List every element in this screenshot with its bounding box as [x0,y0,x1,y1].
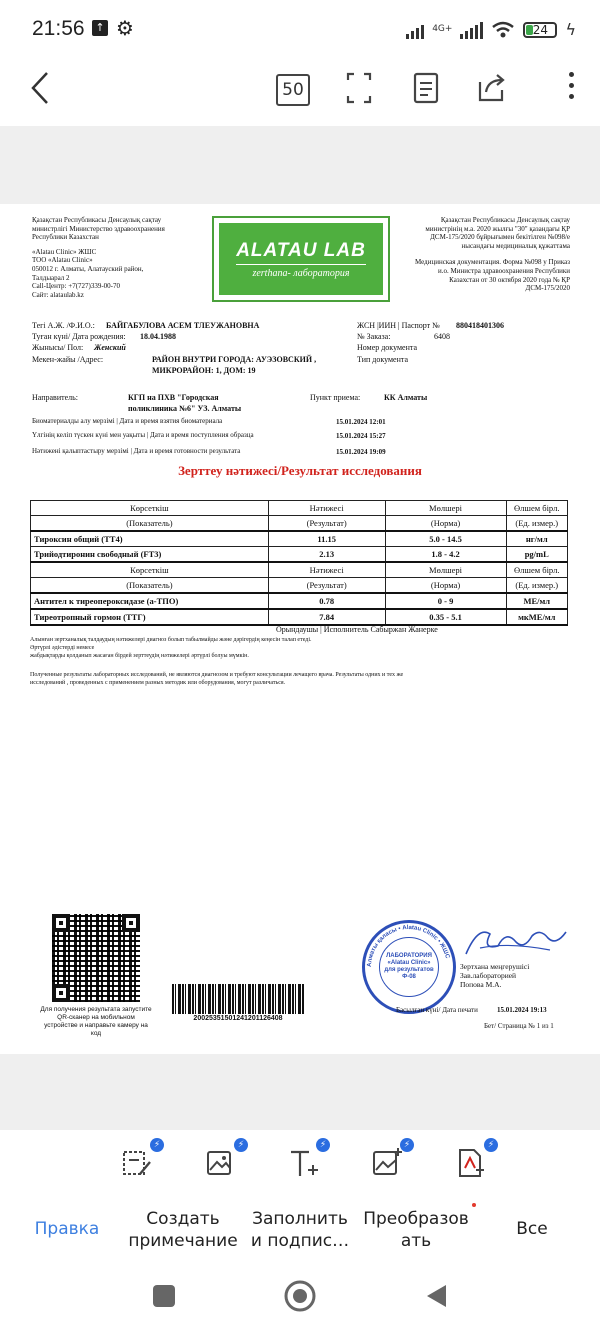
col-header-norm: Мөлшері [385,562,506,578]
received-time-value: 15.01.2024 15:27 [336,432,386,440]
header-line: Талдыарал 2 [32,273,70,282]
premium-badge-icon: ⚡ [316,1138,330,1152]
pdf-convert-icon [456,1148,486,1178]
order-value: 6408 [434,332,450,341]
home-icon [283,1279,317,1313]
table-subheader-row [31,578,568,594]
header-line: нысандағы медициналық құжаттама [461,241,570,250]
header-line: ТОО «Alatau Clinic» [32,256,93,265]
sex-label: Жынысы/ Пол: [32,343,84,352]
tab-fill-sign[interactable] [248,1208,352,1252]
form-info [392,216,570,293]
col-subheader: (Показатель) [31,578,269,594]
more-options-button[interactable] [569,72,574,99]
disclaimer-line: Алынған зертханалық талдаудың нәтижелері диагноз болып табылмайды және дәрігердің кеңесін талап етеді. [30,637,312,643]
add-note-tool[interactable] [122,1140,161,1178]
add-text-tool[interactable] [288,1140,327,1178]
chevron-left-icon [30,71,50,105]
col-subheader: (Норма) [385,578,506,594]
lab-report-page[interactable] [0,204,600,1054]
disclaimer-line: исследований , проведенных с применением разных методик или оборудования, могут различаться. [30,680,286,686]
disclaimer-line: Әртүрлі әдістерді немесе [30,645,95,651]
tab-label: Заполнить [252,1209,348,1229]
header-line: Call-Центр: +7(727)339-00-70 [32,282,121,291]
charging-icon: ϟ [565,20,576,39]
indicator-name: Тиреотропный гормон (ТТГ) [31,609,269,625]
col-subheader: (Ед. измер.) [506,578,568,594]
indicator-unit: pg/mL [506,547,568,563]
stamp-line: Ф-08 [402,974,416,980]
stamp-ring: Алматы қаласы • Alatau Clinic • ЖШС [366,924,450,968]
indicator-result: 7.84 [268,609,385,625]
sample-time-label: Биоматериалды алу мерзімі | Дата и время взятия биоматериала [32,417,223,425]
indicator-unit: МЕ/мл [506,593,568,609]
barcode-number: 20025351501241201126408 [193,1015,283,1022]
tab-label: примечание [128,1231,238,1251]
header-line: «Alatau Clinic» ЖШС [32,247,97,256]
patient-name: БАЙГАБУЛОВА АСЕМ ТЛЕУЖАНОВНА [106,321,260,330]
svg-text:Алматы қаласы • Alatau Clinic [367,925,450,967]
received-time-label: Үлгінің келіп түскен күні мен уақыты | Дата и время поступления образца [32,431,254,439]
sample-time-value: 15.01.2024 12:01 [336,418,386,426]
premium-badge-icon: ⚡ [234,1138,248,1152]
barcode [172,984,304,1014]
intake-point-value: КК Алматы [384,393,428,402]
battery-level: 24 [532,22,549,37]
dob-label: Туған күні/ Дата рождения: [32,332,126,341]
header-line: министрлігі Министерство здравоохранения [32,224,165,233]
table-row [31,593,568,609]
add-image-tool[interactable] [372,1140,411,1178]
ready-time-value: 15.01.2024 19:09 [336,448,386,456]
patient-name-label: Тегі А.Ж. /Ф.И.О.: [32,321,95,330]
col-header-result: Нәтижесі [268,562,385,578]
qr-caption-line: QR-сканер на мобильном [57,1014,135,1021]
notification-dot [472,1203,476,1207]
logo-sub-text: zerthana- лаборатория [252,267,350,279]
tab-label: и подпис… [250,1231,350,1251]
recents-icon [153,1285,175,1307]
table-header-row [31,562,568,578]
tab-edit[interactable]: Правка [34,1219,100,1239]
stamp-line: «Alatau Clinic» [387,960,431,966]
qr-caption-line: Для получения результата запустите [40,1006,152,1013]
convert-pdf-tool[interactable] [456,1140,495,1178]
head-lab-line: Зав.лабораторией [460,971,517,980]
qr-caption-line: код [90,1030,102,1037]
text-add-icon [288,1148,320,1178]
system-back-button[interactable] [420,1280,452,1312]
battery-icon [523,22,557,38]
gear-icon: ⚙ [116,16,134,40]
col-subheader: (Ед. измер.) [506,516,568,532]
col-header-unit: Өлшем бірл. [506,501,568,516]
page-view-button[interactable] [413,72,439,108]
premium-badge-icon: ⚡ [400,1138,414,1152]
upload-icon: ↑ [92,20,108,36]
fullscreen-button[interactable] [346,72,372,108]
tab-all[interactable]: Все [516,1219,548,1239]
intake-point-label: Пункт приема: [310,393,361,402]
sex-value: Женский [94,343,126,352]
disclaimer-line: жабдықтарды қолданып жасаған бірдей зерттеудің нәтижелері әртүрлі болуы мүмкін. [30,653,249,659]
header-line: министрінің м.а. 2020 жылғы "30" қазандағы ҚР [425,224,570,233]
indicator-result: 11.15 [268,531,385,547]
laboratory-stamp [362,920,456,1014]
header-line: Қазақстан Республикасы Денсаулық сақтау [440,216,570,224]
image-add-icon [372,1148,402,1178]
header-line: Медицинская документация. Форма №098 у Приказ [415,258,570,267]
signal-icon [406,21,424,39]
wifi-icon [491,21,515,39]
qr-code [52,914,140,1002]
sender-line-2: поликлиника №6" УЗ. Алматы [128,404,242,413]
table-row [31,531,568,547]
image-edit-tool[interactable] [206,1140,245,1178]
signal-icon-2 [460,21,483,39]
executor: Орындаушы | Исполнитель Сабыржан Жанерке [276,625,438,634]
fullscreen-icon [346,72,372,104]
disclaimer-kz [30,636,570,660]
col-header-unit: Өлшем бірл. [506,562,568,578]
document-viewer-gap-top [0,126,600,204]
disclaimer-line: Полученные результаты лабораторных исследований, не являются диагнозом и требуют консультации лечащего врача. Результаты одних и тех же [30,672,404,678]
page-number: Бет/ Страница № 1 из 1 [484,1022,554,1030]
status-right [406,20,576,39]
back-triangle-icon [424,1283,448,1309]
header-line: Республики Казахстан [32,233,99,242]
note-edit-icon [122,1148,152,1178]
image-edit-icon [206,1148,236,1178]
col-subheader: (Результат) [268,516,385,532]
indicator-result: 0.78 [268,593,385,609]
order-label: № Заказа: [357,332,391,341]
indicator-norm: 1.8 - 4.2 [385,547,506,563]
address-label: Мекен-жайы /Адрес: [32,355,104,364]
head-lab-block [460,962,529,989]
col-subheader: (Результат) [268,578,385,594]
col-header-result: Нәтижесі [268,501,385,516]
back-button[interactable] [22,68,58,108]
document-view-icon [413,72,439,104]
header-line: 050012 г. Алматы, Алатауский район, [32,264,144,273]
print-date-label: Басылған күні/ Дата печати [396,1006,478,1014]
iin-label: ЖСН |ИИН | Паспорт № [357,321,440,330]
indicator-norm: 0 - 9 [385,593,506,609]
status-time: 21:56 [32,17,85,40]
table-subheader-row [31,516,568,532]
col-header-indicator: Көрсеткіш [31,501,269,516]
header-line: Қазақстан Республикасы Денсаулық сақтау [32,216,162,224]
indicator-norm: 0.35 - 5.1 [385,609,506,625]
tab-convert[interactable] [360,1208,472,1252]
table-header-row [31,501,568,516]
qr-caption [26,1006,166,1038]
home-button[interactable] [282,1280,318,1312]
address-line-1: РАЙОН ВНУТРИ ГОРОДА: АУЭЗОВСКИЙ , [152,355,317,364]
premium-badge-icon: ⚡ [484,1138,498,1152]
stamp-line: для результатов [384,967,434,973]
page-count-button[interactable]: 50 [276,74,310,106]
col-header-norm: Мөлшері [385,501,506,516]
sender-line-1: КГП на ПХВ "Городская [128,393,219,402]
ready-time-label: Нәтижені қалыптастыру мерзімі | Дата и время готовности результата [32,447,241,455]
results-table [30,500,568,626]
iin-value: 880418401306 [456,321,504,330]
document-type-label: Тип документа [357,355,409,364]
signature [460,920,572,964]
tab-create-note[interactable] [128,1208,238,1252]
network-type: 4G+ [432,24,453,34]
qr-caption-line: устройстве и направьте камеру на [44,1022,148,1029]
share-icon [476,72,508,104]
results-title: Зерттеу нәтижесі/Результат исследования [178,463,422,478]
table-row [31,547,568,563]
sender-label: Направитель: [32,393,79,402]
stamp-ring-text [362,920,456,1014]
col-subheader: (Норма) [385,516,506,532]
document-viewer-gap-bottom [0,1054,600,1130]
status-notification-icons [92,16,134,40]
tab-label: Создать [146,1209,220,1229]
table-row [31,609,568,625]
indicator-result: 2.13 [268,547,385,563]
indicator-norm: 5.0 - 14.5 [385,531,506,547]
head-lab-line: Зертхана меңгерушісі [460,962,530,971]
tab-label: ать [400,1231,432,1251]
col-subheader: (Показатель) [31,516,269,532]
header-line: ДСМ-175/2020 [525,284,570,293]
indicator-unit: нг/мл [506,531,568,547]
alatau-lab-logo [212,216,390,302]
indicator-name: Антител к тиреопероксидазе (а-ТПО) [31,593,269,609]
address-line-2: МИКРОРАЙОН: 1, ДОМ: 19 [152,366,256,375]
dob-value: 18.04.1988 [140,332,176,341]
logo-main-text: ALATAU LAB [236,239,366,261]
premium-badge-icon: ⚡ [150,1138,164,1152]
header-line: Сайт: alataulab.kz [32,290,84,299]
indicator-name: Трийодтиронин свободный (FT3) [31,547,269,563]
stamp-line: ЛАБОРАТОРИЯ [386,953,432,959]
header-line: ДСМ-175/2020 бұйрығымен бекітілген №098/е [430,233,570,242]
indicator-name: Тироксин общий (ТТ4) [31,531,269,547]
tab-label: Преобразов [363,1209,469,1229]
print-date-value: 15.01.2024 19:13 [497,1006,547,1014]
document-number-label: Номер документа [357,343,418,352]
header-line: Казахстан от 30 октября 2020 года № ҚР [449,275,570,284]
head-lab-line: Попова М.А. [460,980,502,989]
col-header-indicator: Көрсеткіш [31,562,269,578]
indicator-unit: мкМЕ/мл [506,609,568,625]
disclaimer-ru [30,671,570,687]
header-line: и.о. Министра здравоохранения Республики [438,266,570,275]
clinic-info [32,216,202,299]
share-button[interactable] [476,72,508,108]
recents-button[interactable] [148,1280,180,1312]
